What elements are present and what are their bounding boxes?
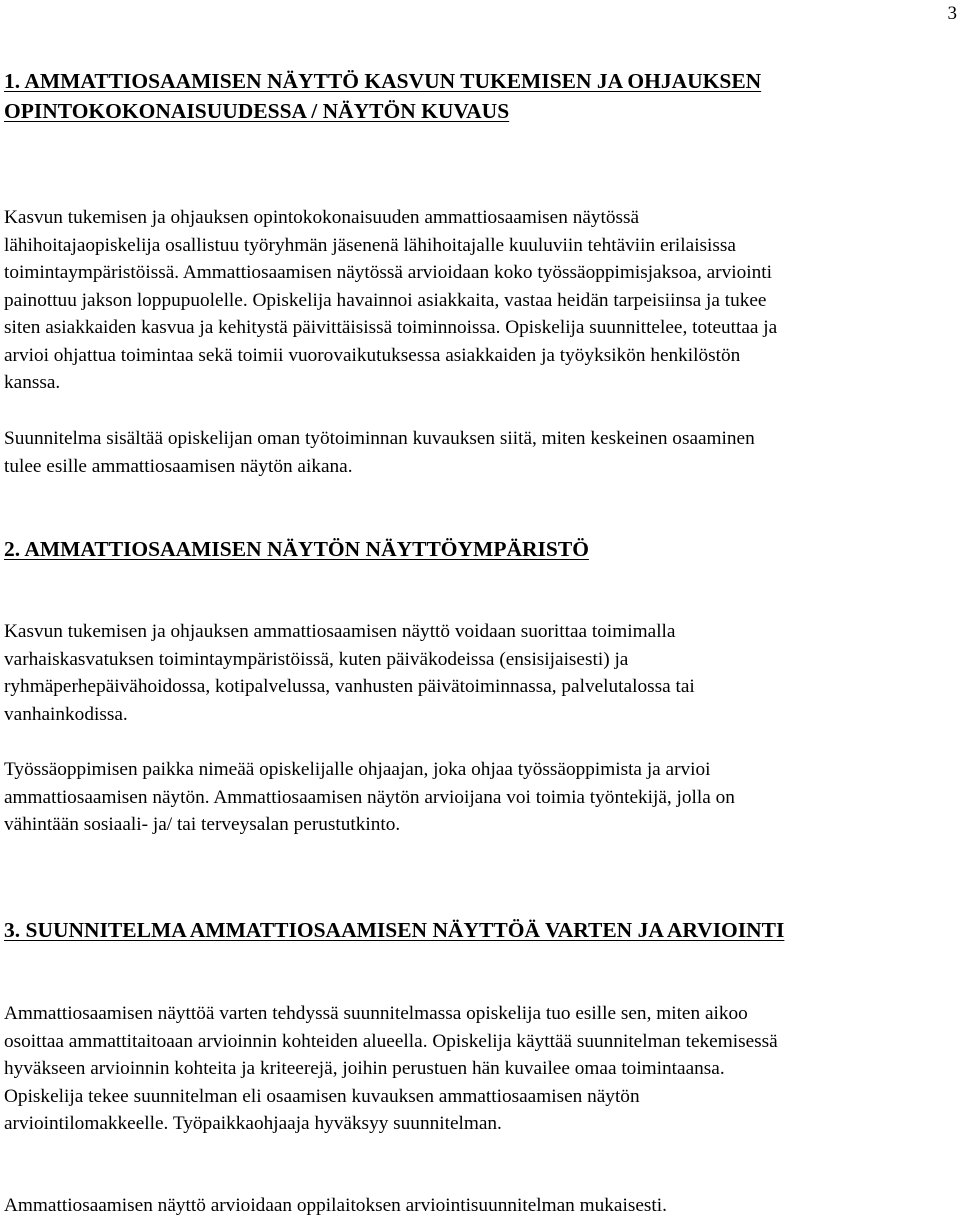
text-line: siten asiakkaiden kasvua ja kehitystä päivittäisissä toiminnoissa. Opiskelija suunnittelee, toteuttaa ja bbox=[4, 317, 778, 338]
text-line: Työssäoppimisen paikka nimeää opiskelijalle ohjaajan, joka ohjaa työssäoppimista ja arvioi bbox=[4, 759, 711, 780]
page-number: 3 bbox=[947, 3, 957, 24]
text-line: Kasvun tukemisen ja ohjauksen opintokokonaisuuden ammattiosaamisen näytössä bbox=[4, 207, 640, 228]
text-line: ryhmäperhepäivähoidossa, kotipalvelussa, vanhusten päivätoiminnassa, palvelutalossa tai bbox=[4, 676, 695, 697]
text-line: varhaiskasvatuksen toimintaympäristöissä, kuten päiväkodeissa (ensisijaisesti) ja bbox=[4, 648, 629, 670]
text-line: tulee esille ammattiosaamisen näytön aikana. bbox=[4, 455, 353, 477]
text-line: vanhainkodissa. bbox=[4, 703, 128, 725]
text-line: arvioi ohjattua toimintaa sekä toimii vuorovaikutuksessa asiakkaiden ja työyksikön henkilöstön bbox=[4, 344, 741, 366]
text-line: hyväkseen arvioinnin kohteita ja kriteerejä, joihin perustuen hän kuvailee omaa toimintaansa. bbox=[4, 1058, 725, 1079]
text-line: Opiskelija tekee suunnitelman eli osaamisen kuvauksen ammattiosaamisen näytön bbox=[4, 1085, 640, 1107]
section2-paragraph-1 bbox=[4, 618, 695, 728]
text-line: lähihoitajaopiskelija osallistuu työryhmän jäsenenä lähihoitajalle kuuluviin tehtäviin erilaisissa bbox=[4, 234, 736, 256]
text-line: arviointilomakkeelle. Työpaikkaohjaaja hyväksyy suunnitelman. bbox=[4, 1113, 502, 1134]
text-line: kanssa. bbox=[4, 372, 61, 393]
section1-heading bbox=[4, 66, 761, 126]
text-line: osoittaa ammattitaitoaan arvioinnin kohteiden alueella. Opiskelija käyttää suunnitelman tekemisessä bbox=[4, 1030, 778, 1052]
text-line: vähintään sosiaali- ja/ tai terveysalan perustutkinto. bbox=[4, 814, 401, 835]
section3-heading: 3. SUUNNITELMA AMMATTIOSAAMISEN NÄYTTÖÄ VARTEN JA ARVIOINTI bbox=[4, 918, 785, 942]
section1-heading-line-2: OPINTOKOKONAISUUDESSA / NÄYTÖN KUVAUS bbox=[4, 99, 510, 123]
text-line: toimintaympäristöissä. Ammattiosaamisen näytössä arvioidaan koko työssäoppimisjaksoa, arviointi bbox=[4, 262, 772, 283]
text-line: Suunnitelma sisältää opiskelijan oman työtoiminnan kuvauksen siitä, miten keskeinen osaaminen bbox=[4, 428, 755, 449]
text-line: painottuu jakson loppupuolelle. Opiskelija havainnoi asiakkaita, vastaa heidän tarpeisiinsa ja tukee bbox=[4, 289, 767, 311]
text-line: Ammattiosaamisen näyttö arvioidaan oppilaitoksen arviointisuunnitelman mukaisesti. bbox=[4, 1195, 667, 1216]
section3-paragraph-1 bbox=[4, 1000, 778, 1138]
text-line: Kasvun tukemisen ja ohjauksen ammattiosaamisen näyttö voidaan suorittaa toimimalla bbox=[4, 621, 676, 642]
section1-heading-line-1: 1. AMMATTIOSAAMISEN NÄYTTÖ KASVUN TUKEMISEN JA OHJAUKSEN bbox=[4, 69, 762, 93]
section1-paragraph-2 bbox=[4, 425, 755, 480]
section3-paragraph-2 bbox=[4, 1192, 667, 1220]
section1-paragraph-1 bbox=[4, 204, 777, 397]
text-line: Ammattiosaamisen näyttöä varten tehdyssä suunnitelmassa opiskelija tuo esille sen, miten aikoo bbox=[4, 1003, 748, 1024]
section2-heading: 2. AMMATTIOSAAMISEN NÄYTÖN NÄYTTÖYMPÄRISTÖ bbox=[4, 537, 589, 561]
section2-paragraph-2 bbox=[4, 756, 735, 839]
text-line: ammattiosaamisen näytön. Ammattiosaamisen näytön arvioijana voi toimia työntekijä, jolla on bbox=[4, 786, 735, 808]
